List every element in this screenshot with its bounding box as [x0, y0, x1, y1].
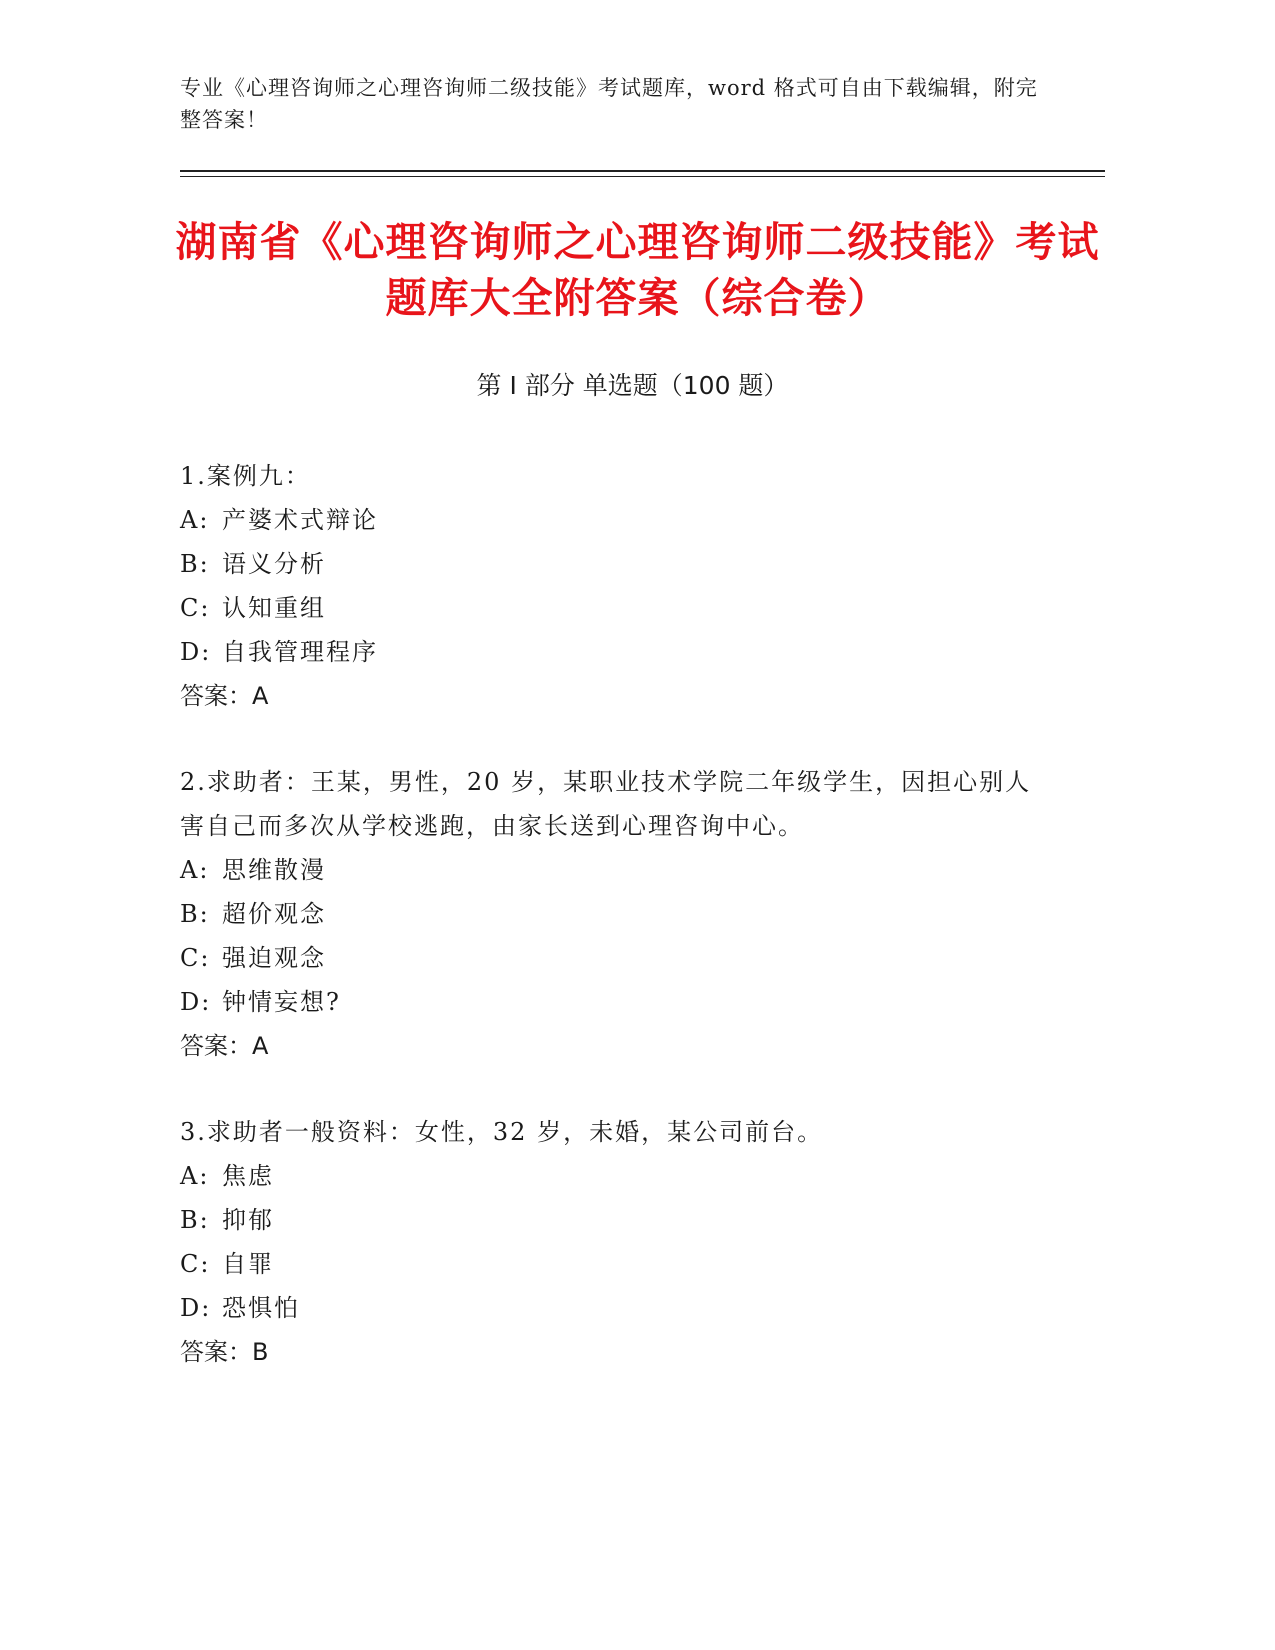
- option-text: 语义分析: [222, 550, 326, 578]
- option-text: 抑郁: [222, 1206, 274, 1234]
- option-letter: C:: [180, 594, 211, 622]
- option-text: 自我管理程序: [222, 638, 378, 666]
- option-c: [180, 1242, 1040, 1286]
- option-letter: A:: [180, 856, 210, 884]
- option-d: [180, 1286, 1040, 1330]
- option-text: 产婆术式辩论: [222, 506, 378, 534]
- option-a: [180, 498, 1040, 542]
- option-c: [180, 936, 1040, 980]
- answer-line: 答案：A: [180, 682, 269, 710]
- document-title: 湖南省《心理咨询师之心理咨询师二级技能》考试题库大全附答案（综合卷）: [175, 218, 1100, 322]
- option-letter: B:: [180, 1206, 210, 1234]
- option-text: 自罪: [222, 1250, 274, 1278]
- option-b: [180, 892, 1040, 936]
- option-d: [180, 630, 1040, 674]
- option-text: 焦虑: [222, 1162, 274, 1190]
- option-letter: C:: [180, 1250, 211, 1278]
- question-3: [180, 1110, 1040, 1374]
- option-text: 认知重组: [222, 594, 326, 622]
- question-stem: 1.案例九：: [180, 462, 311, 490]
- question-2: [180, 760, 1040, 1068]
- option-text: 超价观念: [222, 900, 326, 928]
- section-heading: 第 I 部分 单选题（100 题）: [476, 371, 789, 400]
- option-d: [180, 980, 1040, 1024]
- option-b: [180, 542, 1040, 586]
- question-stem: 2.求助者：王某，男性，20 岁，某职业技术学院二年级学生，因担心别人害自己而多次从学校逃跑，由家长送到心理咨询中心。: [180, 768, 1032, 840]
- question-stem: 3.求助者一般资料：女性，32 岁，未婚，某公司前台。: [180, 1118, 824, 1146]
- question-list: [180, 454, 1040, 1416]
- option-text: 思维散漫: [222, 856, 326, 884]
- option-text: 强迫观念: [222, 944, 326, 972]
- answer-line: 答案：A: [180, 1032, 269, 1060]
- option-letter: B:: [180, 900, 210, 928]
- option-a: [180, 1154, 1040, 1198]
- header-divider-thick: [180, 170, 1105, 172]
- option-c: [180, 586, 1040, 630]
- answer-line: 答案：B: [180, 1338, 269, 1366]
- option-letter: C:: [180, 944, 211, 972]
- option-letter: B:: [180, 550, 210, 578]
- header-divider-thin: [180, 176, 1105, 177]
- option-text: 恐惧怕: [222, 1294, 300, 1322]
- option-letter: D:: [180, 1294, 212, 1322]
- option-letter: A:: [180, 506, 210, 534]
- option-letter: A:: [180, 1162, 210, 1190]
- option-text: 钟情妄想?: [222, 988, 341, 1016]
- option-a: [180, 848, 1040, 892]
- question-1: [180, 454, 1040, 718]
- header-note: 专业《心理咨询师之心理咨询师二级技能》考试题库，word 格式可自由下载编辑，附完整答案！: [180, 76, 1038, 132]
- option-letter: D:: [180, 988, 212, 1016]
- option-b: [180, 1198, 1040, 1242]
- option-letter: D:: [180, 638, 212, 666]
